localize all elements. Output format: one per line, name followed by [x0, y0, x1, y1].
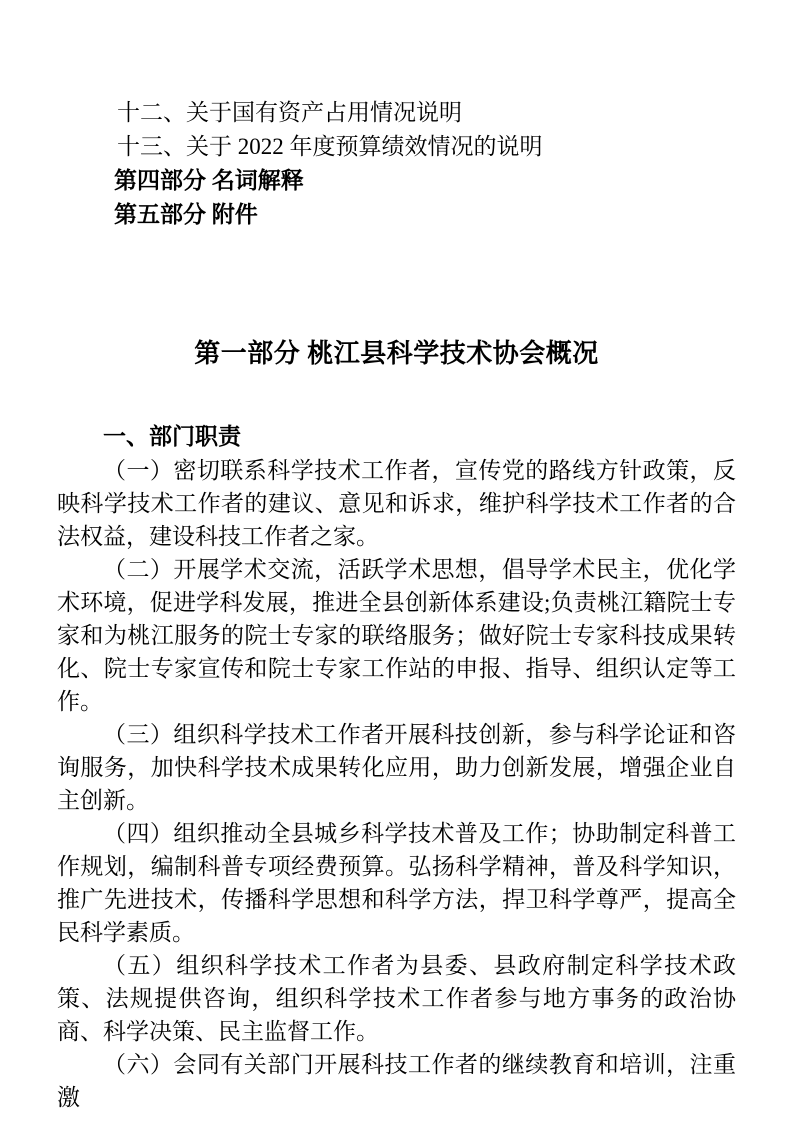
paragraph-duty-6: （六）会同有关部门开展科技工作者的继续教育和培训，注重激 — [57, 1052, 736, 1110]
paragraph-duty-5: （五）组织科学技术工作者为县委、县政府制定科学技术政策、法规提供咨询，组织科学技术工作者参与地方事务的政治协商、科学决策、民主监督工作。 — [57, 953, 736, 1044]
paragraph-duty-2: （二）开展学术交流，活跃学术思想，倡导学术民主，优化学术环境，促进学科发展，推进全县创新体系建设;负责桃江籍院士专家和为桃江服务的院士专家的联络服务；做好院士专家科技成果转化、院士专家宣传和院士专家工作站的申报、指导、组织认定等工作。 — [57, 557, 736, 714]
section-heading-department-duties: 一、部门职责 — [103, 424, 241, 449]
toc-part-five-heading: 第五部分 附件 — [114, 202, 258, 227]
toc-item-12: 十二、关于国有资产占用情况说明 — [117, 100, 462, 125]
paragraph-duty-4: （四）组织推动全县城乡科学技术普及工作；协助制定科普工作规划，编制科普专项经费预算。弘扬科学精神，普及科学知识，推广先进技术，传播科学思想和科学方法，捍卫科学尊严，提高全民科学素质。 — [57, 821, 736, 945]
toc-part-four-heading: 第四部分 名词解释 — [114, 168, 304, 193]
toc-item-13: 十三、关于 2022 年度预算绩效情况的说明 — [117, 134, 543, 159]
table-of-contents — [57, 96, 736, 232]
part-one-title: 第一部分 桃江县科学技术协会概况 — [194, 339, 599, 368]
paragraph-duty-1: （一）密切联系科学技术工作者，宣传党的路线方针政策，反映科学技术工作者的建议、意见和诉求，维护科学技术工作者的合法权益，建设科技工作者之家。 — [57, 458, 736, 549]
paragraph-duty-3: （三）组织科学技术工作者开展科技创新，参与科学论证和咨询服务，加快科学技术成果转化应用，助力创新发展，增强企业自主创新。 — [57, 722, 736, 813]
